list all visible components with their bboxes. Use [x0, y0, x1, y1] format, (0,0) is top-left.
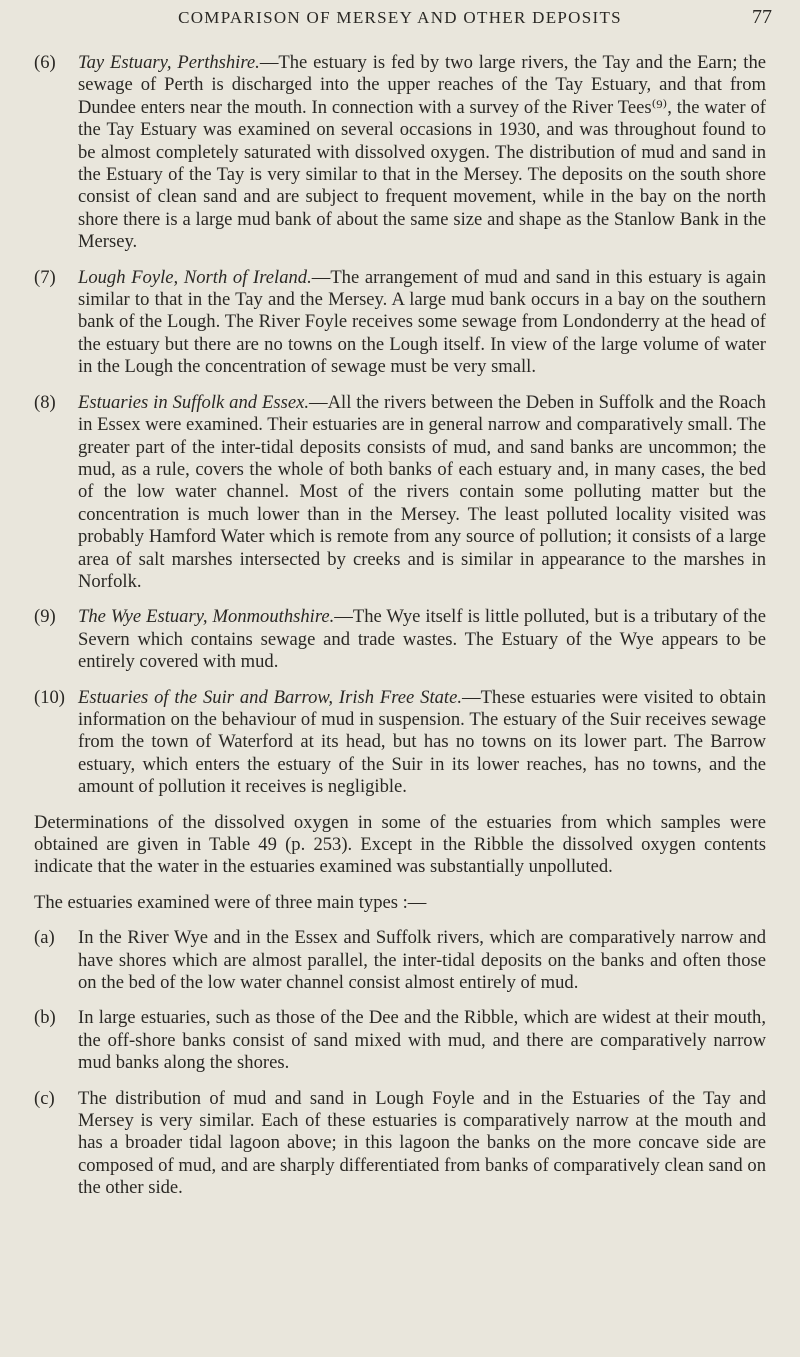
estuary-item-10	[0, 687, 800, 799]
item-number: (a)	[34, 927, 55, 949]
item-text: In large estuaries, such as those of the Dee and the Ribble, which are widest at their mouth, the off-shore banks consist of sand mixed with mud, and there are comparatively narrow mud banks along the shores.	[78, 1007, 766, 1074]
item-text: —The Wye itself is little polluted, but is a tributary of the Severn which contains sewage and trade wastes. The Estuary of the Wye appears to be entirely covered with mud.	[78, 606, 766, 673]
item-heading: Estuaries of the Suir and Barrow, Irish Free State.	[78, 686, 462, 708]
type-item-b	[0, 1007, 800, 1074]
item-text: —The arrangement of mud and sand in this estuary is again similar to that in the Tay and the Mersey. A large mud bank occurs in a bay on the southern bank of the Lough. The River Foyle receives some sewage from Londonderry at the head of the estuary but there are no towns on the Lough itself. In view of the large volume of water in the Lough the concentration of sewage must be very small.	[78, 266, 766, 378]
estuary-item-9	[0, 606, 800, 673]
type-item-c	[0, 1088, 800, 1200]
item-text: The distribution of mud and sand in Lough Foyle and in the Estuaries of the Tay and Mersey is very similar. Each of these estuaries is comparatively narrow at the mouth and has a broader tidal lagoon above; in this lagoon the banks on the more concave side are composed of mud, and are sharply differentiated from banks of comparatively clean sand on the other side.	[78, 1087, 766, 1199]
estuary-item-7	[0, 267, 800, 379]
estuary-item-6	[0, 52, 800, 254]
item-number: (7)	[34, 266, 56, 288]
item-number: (8)	[34, 391, 56, 413]
type-item-a	[0, 927, 800, 994]
item-number: (6)	[34, 52, 56, 73]
item-text: —These estuaries were visited to obtain information on the behaviour of mud in suspension. The estuary of the Suir receives sewage from the town of Waterford at its head, but has no towns on its lower part. The Barrow estuary, which enters the estuary of the Suir in its lower reaches, has no towns, and the amount of pollution it receives is negligible.	[78, 686, 766, 798]
item-number: (c)	[34, 1087, 55, 1109]
page-body	[0, 52, 800, 1213]
item-heading: Tay Estuary, Perthshire.	[78, 52, 260, 73]
item-number: (b)	[34, 1007, 56, 1029]
item-text: —The estuary is fed by two large rivers, the Tay and the Earn; the sewage of Perth is discharged into the upper reaches of the Tay Estuary, and that from Dundee enters near the mouth. In connection with a survey of the River Tees⁽⁹⁾, the water of the Tay Estuary was examined on several occasions in 1930, and was throughout found to be almost completely saturated with dissolved oxygen. The distribution of mud and sand in the Estuary of the Tay is very similar to that in the Mersey. The deposits on the south shore consist of clean sand and are subject to frequent movement, while in the bay on the north shore there is a large mud bank of about the same size and shape as the Stanlow Bank in the Mersey.	[78, 52, 767, 253]
body-paragraph: The estuaries examined were of three main types :—	[34, 891, 427, 913]
estuary-item-8	[0, 392, 800, 594]
item-number: (9)	[34, 606, 56, 628]
item-heading: Lough Foyle, North of Ireland.	[78, 266, 312, 288]
running-title: COMPARISON OF MERSEY AND OTHER DEPOSITS	[178, 8, 622, 27]
item-text: In the River Wye and in the Essex and Suffolk rivers, which are comparatively narrow and have shores which are almost parallel, the inter-tidal deposits on the banks and often those on the bed of the low water channel consist almost entirely of mud.	[78, 927, 766, 994]
item-text: —All the rivers between the Deben in Suffolk and the Roach in Essex were examined. Their estuaries are in general narrow and comparatively small. The greater part of the inter-tidal deposits consists of mud, and sand banks are uncommon; the mud, as a rule, covers the whole of both banks of each estuary and, in many cases, the bed of the low water channel. Most of the rivers contain some polluting matter but the concentration is much lower than in the Mersey. The least polluted locality visited was probably Hamford Water which is remote from any source of pollution; it consists of a large area of salt marshes intersected by creeks and is similar in appearance to the marshes in Norfolk.	[78, 391, 766, 592]
item-heading: Estuaries in Suffolk and Essex.	[78, 391, 309, 413]
page-header	[0, 4, 800, 34]
body-paragraph: Determinations of the dissolved oxygen in some of the estuaries from which samples were obtained are given in Table 49 (p. 253). Except in the Ribble the dissolved oxygen contents indicate that the water in the estuaries examined was substantially unpolluted.	[34, 811, 766, 878]
page-number: 77	[752, 6, 772, 28]
item-number: (10)	[34, 686, 65, 708]
item-heading: The Wye Estuary, Monmouthshire.	[78, 606, 335, 628]
